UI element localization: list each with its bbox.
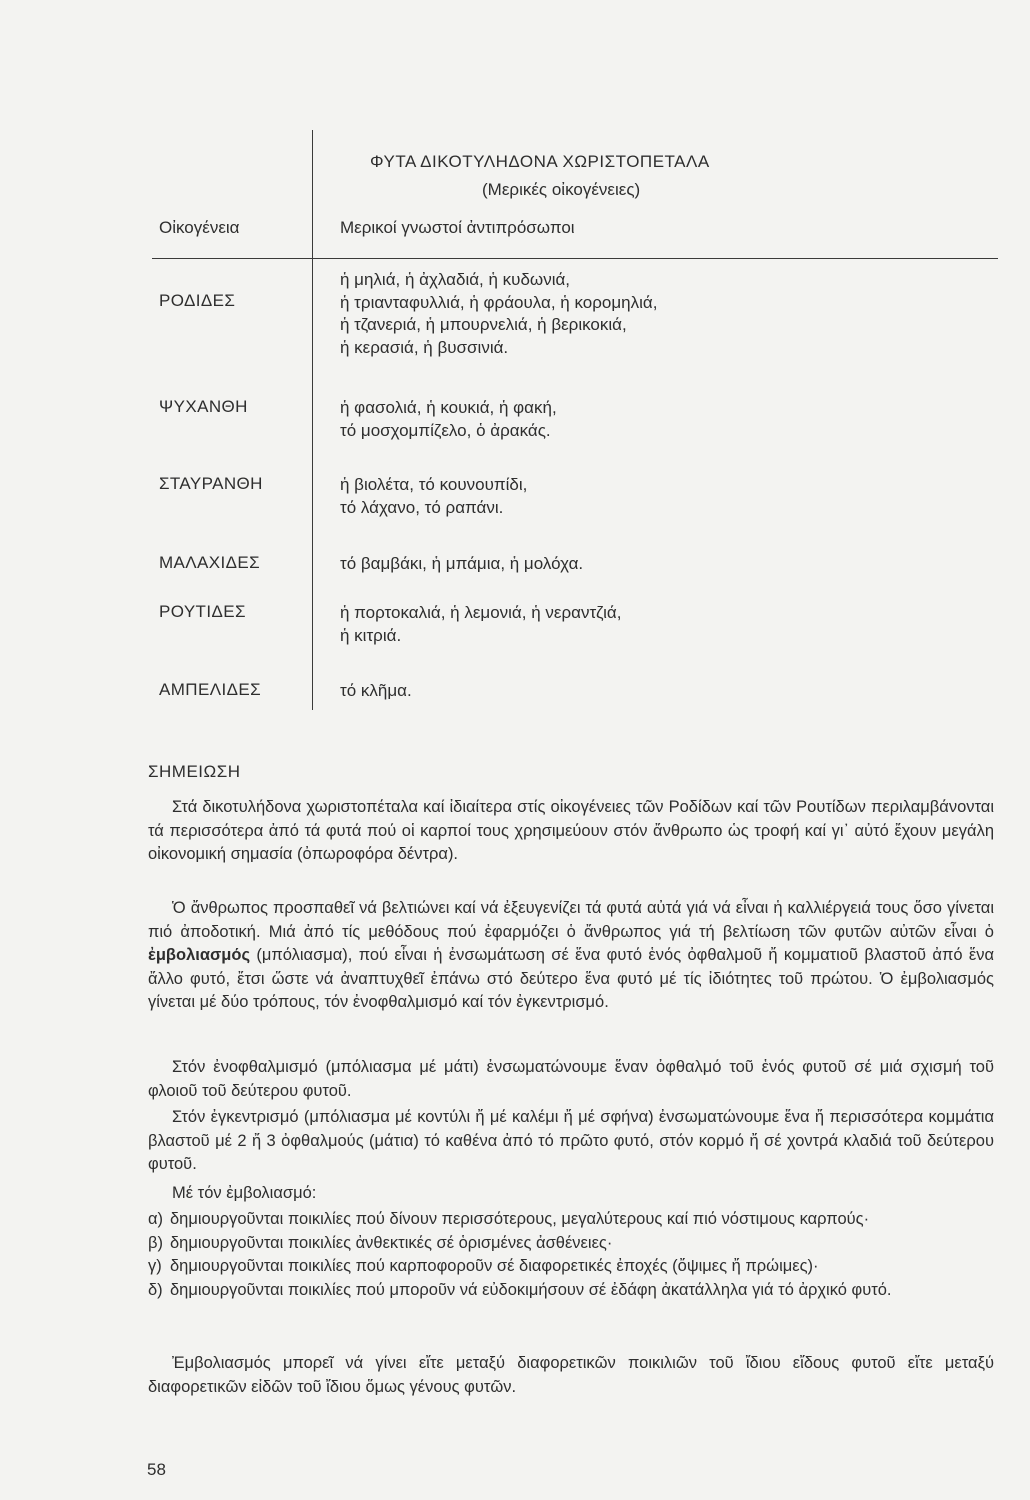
note-heading: ΣΗΜΕΙΩΣΗ bbox=[148, 762, 241, 781]
note-paragraph: Στά δικοτυλήδονα χωριστοπέταλα καί ἰδιαίτερα στίς οἰκογένειες τῶν Ροδίδων καί τῶν Ρουτίδων περιλαμβάνονται τά περισσότερα ἀπό τά φυτά πού οἱ καρποί τους χρησιμεύουν στόν ἄνθρωπο ὡς τροφή καί γι᾽ αὐτό ἔχουν μεγάλη οἰκονομική σημασία (ὀπωροφόρα δέντρα). bbox=[148, 798, 994, 863]
note-paragraph: Ὁ ἄνθρωπος προσπαθεῖ νά βελτιώνει καί νά ἐξευγενίζει τά φυτά αὐτά γιά νά εἶναι ἡ καλλιέργειά τους ὅσο γίνεται πιό ἀποδοτική. Μιά ἀπό τίς μεθόδους πού ἐφαρμόζει ὁ ἄνθρωπος γιά τή βελτίωση τῶν φυτῶν αὐτῶν εἶναι ὁ ἐμβολιασμός (μπόλιασμα), πού εἶναι ἡ ἐνσωμάτωση σέ ἕνα φυτό ἑνός ὀφθαλμοῦ ἤ κομματιοῦ βλαστοῦ ἀπό ἕνα ἄλλο φυτό, ἔτσι ὥστε νά ἀναπτυχθεῖ ἐπάνω στό δεύτερο ἕνα φυτό μέ τίς ἰδιότητες τοῦ πρώτου. Ὁ ἐμβολιασμός γίνεται μέ δύο τρόπους, τόν ἐνοφθαλμισμό καί τόν ἐγκεντρισμό. bbox=[148, 899, 994, 1011]
note-paragraph: Ἐμβολιασμός μπορεῖ νά γίνει εἴτε μεταξύ διαφορετικῶν ποικιλιῶν τοῦ ἴδιου εἴδους φυτοῦ εἴτε μεταξύ διαφορετικῶν εἰδῶν τοῦ ἴδιου ὅμως γένους φυτῶν. bbox=[148, 1354, 994, 1396]
benefits-list bbox=[148, 1208, 994, 1302]
key-term: ἐμβολιασμός bbox=[148, 946, 251, 964]
table-header-rule bbox=[152, 258, 998, 259]
representatives: ἡ μηλιά, ἡ ἀχλαδιά, ἡ κυδωνιά, ἡ τριανταφυλλιά, ἡ φράουλα, ἡ κορομηλιά, ἡ τζανεριά, ἡ μπουρνελιά, ἡ βερικοκιά, ἡ κερασιά, ἡ βυσσινιά. bbox=[340, 270, 658, 357]
family-name: ΡΟΥΤΙΔΕΣ bbox=[159, 602, 246, 621]
family-name: ΜΑΛΑΧΙΔΕΣ bbox=[159, 553, 261, 572]
family-name: ΨΥΧΑΝΘΗ bbox=[159, 397, 248, 416]
family-name: ΑΜΠΕΛΙΔΕΣ bbox=[159, 680, 261, 699]
representatives: τό βαμβάκι, ἡ μπάμια, ἡ μολόχα. bbox=[340, 554, 584, 573]
note-paragraph: Στόν ἐγκεντρισμό (μπόλιασμα μέ κοντύλι ἤ μέ καλέμι ἤ μέ σφήνα) ἐνσωματώνουμε ἕνα ἤ περισσότερα κομμάτια βλαστοῦ μέ 2 ἤ 3 ὀφθαλμούς (μάτια) τό καθένα ἀπό τό πρῶτο φυτό, στόν κορμό ἤ σέ χοντρά κλαδιά τοῦ δεύτερου φυτοῦ. bbox=[148, 1108, 994, 1173]
list-item: β) δημιουργοῦνται ποικιλίες ἀνθεκτικές σέ ὁρισμένες ἀσθένειες· bbox=[148, 1233, 613, 1252]
representatives: ἡ πορτοκαλιά, ἡ λεμονιά, ἡ νεραντζιά, ἡ κιτριά. bbox=[340, 603, 622, 645]
column-header-representatives: Μερικοί γνωστοί ἀντιπρόσωποι bbox=[340, 218, 575, 237]
note-paragraph: Μέ τόν ἐμβολιασμό: bbox=[172, 1184, 317, 1202]
representatives: ἡ βιολέτα, τό κουνουπίδι, τό λάχανο, τό ραπάνι. bbox=[340, 475, 528, 517]
page-number: 58 bbox=[147, 1460, 166, 1479]
list-item: γ) δημιουργοῦνται ποικιλίες πού καρποφοροῦν σέ διαφορετικές ἐποχές (ὄψιμες ἤ πρώιμες)· bbox=[148, 1257, 819, 1275]
column-header-family: Οἰκογένεια bbox=[159, 218, 240, 237]
representatives: ἡ φασολιά, ἡ κουκιά, ἡ φακή, τό μοσχομπίζελο, ὁ ἀρακάς. bbox=[340, 398, 557, 440]
table-vertical-divider bbox=[312, 130, 313, 710]
note-paragraph: Στόν ἐνοφθαλμισμό (μπόλιασμα μέ μάτι) ἐνσωματώνουμε ἕναν ὀφθαλμό τοῦ ἑνός φυτοῦ σέ μιά σχισμή τοῦ φλοιοῦ τοῦ δεύτερου φυτοῦ. bbox=[148, 1058, 994, 1100]
table-title: ΦΥΤΑ ΔΙΚΟΤΥΛΗΔΟΝΑ ΧΩΡΙΣΤΟΠΕΤΑΛΑ bbox=[370, 152, 710, 171]
family-name: ΣΤΑΥΡΑΝΘΗ bbox=[159, 474, 263, 493]
list-item: α) δημιουργοῦνται ποικιλίες πού δίνουν περισσότερους, μεγαλύτερους καί πιό νόστιμους καρπούς· bbox=[148, 1210, 870, 1228]
family-name: ΡΟΔΙΔΕΣ bbox=[159, 291, 236, 310]
table-subtitle: (Μερικές οἰκογένειες) bbox=[482, 180, 641, 199]
list-item: δ) δημιουργοῦνται ποικιλίες πού μποροῦν νά εὐδοκιμήσουν σέ ἐδάφη ἀκατάλληλα γιά τό ἀρχικό φυτό. bbox=[148, 1280, 892, 1299]
representatives: τό κλῆμα. bbox=[340, 681, 412, 700]
